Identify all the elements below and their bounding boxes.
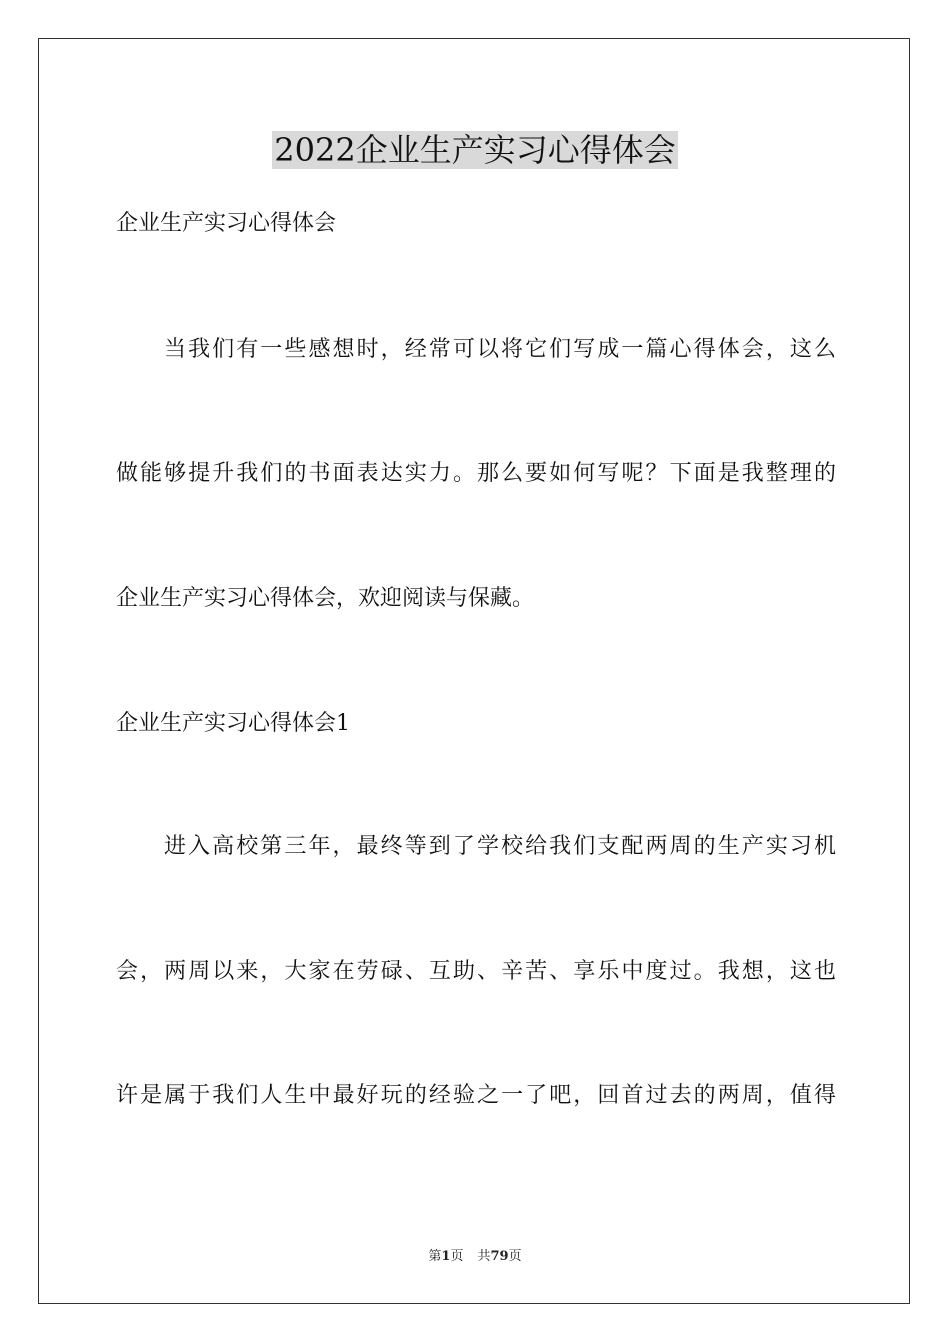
paragraph-2-line-3: 许是属于我们人生中最好玩的经验之一了吧，回首过去的两周，值得 [116,1083,836,1108]
paragraph-2-line-1: 进入高校第三年，最终等到了学校给我们支配两周的生产实习机 [164,834,836,859]
page-footer [0,1248,950,1266]
paragraph-1-line-2: 做能够提升我们的书面表达实力。那么要如何写呢？下面是我整理的 [116,461,836,486]
document-title-text: 2022企业生产实习心得体会 [274,131,676,169]
section-heading: 企业生产实习心得体会1 [116,711,350,736]
paragraph-1-line-1: 当我们有一些感想时，经常可以将它们写成一篇心得体会，这么 [164,337,836,362]
footer-total-pages: 79 [490,1249,509,1264]
footer-total-suffix: 页 [508,1249,522,1264]
paragraph-2-line-2: 会，两周以来，大家在劳碌、互助、辛苦、享乐中度过。我想，这也 [116,959,836,984]
document-subtitle: 企业生产实习心得体会 [116,211,337,236]
footer-page-number: 1 [441,1249,451,1264]
footer-page-suffix: 页 [450,1249,464,1264]
document-title [0,128,950,172]
footer-page-prefix: 第 [428,1249,442,1264]
footer-total-prefix: 共 [477,1249,491,1264]
paragraph-1-line-3: 企业生产实习心得体会，欢迎阅读与保藏。 [116,586,535,611]
